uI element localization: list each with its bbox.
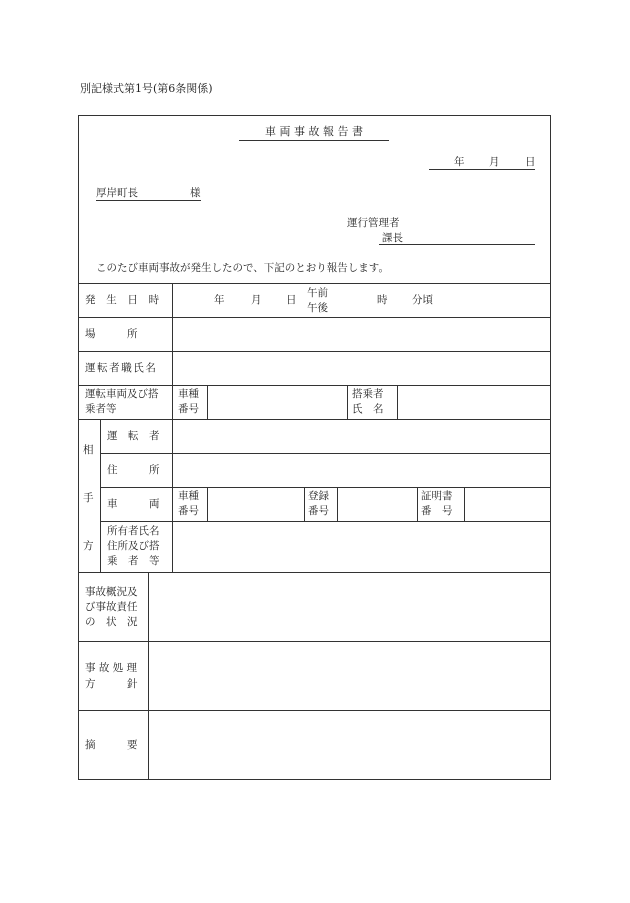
header-date-day: 日 — [525, 156, 536, 168]
policy-label-line2: 方 針 — [85, 678, 138, 690]
other-party-label-2: 手 — [83, 492, 94, 504]
op-cert-line2: 番 号 — [421, 505, 453, 517]
op-cert-line1: 証明書 — [421, 490, 453, 502]
driver-label: 運転者職氏名 — [85, 362, 158, 374]
remarks-label: 摘 要 — [85, 739, 138, 751]
summary-label-line3: の 状 況 — [85, 616, 138, 628]
header-date-year: 年 — [454, 156, 465, 168]
accident-report-form — [78, 115, 551, 780]
op-address-label: 住 所 — [107, 464, 160, 476]
op-reg-line2: 番号 — [308, 505, 329, 517]
vehicle-label-line2: 乗者等 — [85, 403, 117, 415]
date-underline — [429, 169, 535, 170]
datetime-am: 午前 — [307, 287, 328, 299]
op-owner-line2: 住所及び搭 — [107, 540, 160, 552]
chief-underline — [379, 244, 535, 245]
place-label: 場 所 — [85, 328, 138, 340]
other-party-label-1: 相 — [83, 444, 94, 456]
datetime-pm: 午後 — [307, 302, 328, 314]
other-party-label-3: 方 — [83, 540, 94, 552]
op-driver-label: 運 転 者 — [107, 430, 160, 442]
car-type-label-line2: 番号 — [178, 403, 199, 415]
op-vehicle-label: 車 両 — [107, 498, 160, 510]
passenger-label-line1: 搭乗者 — [352, 388, 384, 400]
form-caption: 別記様式第1号(第6条関係) — [80, 82, 213, 95]
datetime-day: 日 — [286, 294, 297, 306]
op-car-type-line1: 車種 — [178, 490, 199, 502]
passenger-label-line2: 氏 名 — [352, 403, 384, 415]
datetime-month: 月 — [251, 294, 262, 306]
datetime-year: 年 — [214, 294, 225, 306]
summary-label-line2: び事故責任 — [85, 601, 138, 613]
op-owner-line3: 乗 者 等 — [107, 555, 160, 567]
header-date-month: 月 — [489, 156, 500, 168]
vehicle-label-line1: 運転車両及び搭 — [85, 388, 159, 400]
section-chief: 課長 — [382, 232, 403, 244]
addressee-underline — [96, 200, 201, 201]
addressee: 厚岸町長 — [96, 187, 138, 199]
form-title: 車 両 事 故 報 告 書 — [265, 125, 363, 138]
intro-text: このたび車両事故が発生したので、下記のとおり報告します。 — [96, 262, 389, 274]
op-car-type-line2: 番号 — [178, 505, 199, 517]
manager-label: 運行管理者 — [347, 217, 400, 229]
datetime-hour: 時 — [377, 294, 388, 306]
datetime-minute: 分頃 — [412, 294, 433, 306]
title-underline — [239, 140, 389, 141]
summary-label-line1: 事故概況及 — [85, 586, 138, 598]
honorific: 様 — [190, 187, 201, 199]
car-type-label-line1: 車種 — [178, 388, 199, 400]
op-owner-line1: 所有者氏名 — [107, 525, 160, 537]
policy-label-line1: 事 故 処 理 — [85, 662, 138, 674]
datetime-label: 発 生 日 時 — [85, 294, 163, 306]
op-reg-line1: 登録 — [308, 490, 329, 502]
